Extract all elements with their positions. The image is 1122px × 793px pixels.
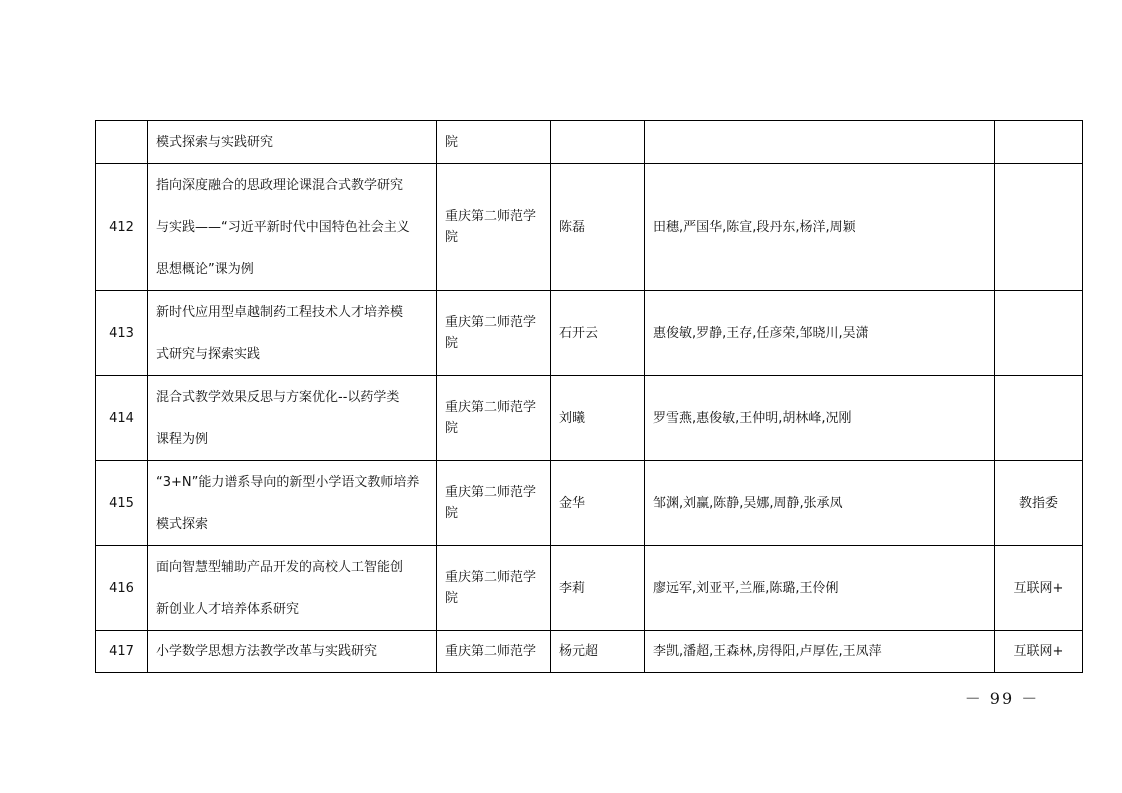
cell-line: 重庆第二师范学 — [445, 315, 537, 330]
cell-line: 面向智慧型辅助产品开发的高校人工智能创 — [156, 559, 404, 575]
cell-leader: 刘曦 — [551, 376, 645, 461]
cell-line: 院 — [445, 336, 459, 351]
cell-line: 指向深度融合的思政理论课混合式教学研究 — [156, 177, 404, 193]
cell-project-title — [148, 121, 437, 164]
cell-line: 院 — [445, 134, 459, 150]
cell-project-title — [148, 291, 437, 376]
cell-institution — [437, 461, 551, 546]
cell-line: 与实践——“习近平新时代中国特色社会主义 — [156, 219, 410, 235]
cell-leader: 杨元超 — [551, 631, 645, 673]
cell-leader: 陈磊 — [551, 164, 645, 291]
cell-line: 式研究与探索实践 — [156, 346, 261, 362]
cell-leader: 李莉 — [551, 546, 645, 631]
cell-category: 互联网+ — [995, 546, 1083, 631]
table-row — [96, 631, 1083, 673]
cell-leader: 石开云 — [551, 291, 645, 376]
cell-category — [995, 164, 1083, 291]
cell-line: 院 — [445, 591, 459, 606]
table-row — [96, 164, 1083, 291]
cell-line: 新创业人才培养体系研究 — [156, 601, 300, 617]
project-table — [95, 120, 1083, 673]
cell-line: 院 — [445, 506, 459, 521]
cell-institution — [437, 164, 551, 291]
cell-leader — [551, 121, 645, 164]
cell-category — [995, 121, 1083, 164]
cell-line: 重庆第二师范学 — [445, 400, 537, 415]
cell-line: 重庆第二师范学 — [445, 570, 537, 585]
table-row — [96, 546, 1083, 631]
cell-category: 教指委 — [995, 461, 1083, 546]
cell-line: 院 — [445, 230, 459, 245]
cell-line: 重庆第二师范学 — [445, 644, 537, 659]
cell-line: 混合式教学效果反思与方案优化--以药学类 — [156, 389, 400, 405]
cell-institution — [437, 376, 551, 461]
cell-category — [995, 291, 1083, 376]
cell-project-title — [148, 631, 437, 673]
cell-leader: 金华 — [551, 461, 645, 546]
cell-institution — [437, 291, 551, 376]
cell-category — [995, 376, 1083, 461]
cell-line: 小学数学思想方法教学改革与实践研究 — [156, 644, 378, 659]
cell-line: 模式探索与实践研究 — [156, 134, 274, 150]
page-number: － 99 － — [964, 689, 1040, 708]
cell-line: “3+N”能力谱系导向的新型小学语文教师培养 — [156, 474, 420, 490]
cell-line: 重庆第二师范学 — [445, 485, 537, 500]
cell-line: 院 — [445, 421, 459, 436]
table-row — [96, 291, 1083, 376]
cell-project-title — [148, 461, 437, 546]
cell-number: 413 — [96, 291, 148, 376]
cell-number: 417 — [96, 631, 148, 673]
cell-line: 新时代应用型卓越制药工程技术人才培养模 — [156, 304, 404, 320]
cell-line: 重庆第二师范学 — [445, 209, 537, 224]
table-row — [96, 461, 1083, 546]
cell-members: 田穗,严国华,陈宣,段丹东,杨洋,周颖 — [645, 164, 995, 291]
cell-members: 廖远军,刘亚平,兰雁,陈璐,王伶俐 — [645, 546, 995, 631]
cell-line: 思想概论”课为例 — [156, 261, 254, 277]
cell-members — [645, 121, 995, 164]
table-row — [96, 121, 1083, 164]
cell-project-title — [148, 164, 437, 291]
cell-members: 邹渊,刘赢,陈静,吴娜,周静,张承凤 — [645, 461, 995, 546]
cell-members: 李凯,潘超,王森林,房得阳,卢厚佐,王凤萍 — [645, 631, 995, 673]
cell-institution — [437, 631, 551, 673]
cell-number: 416 — [96, 546, 148, 631]
cell-project-title — [148, 546, 437, 631]
cell-project-title — [148, 376, 437, 461]
cell-line: 课程为例 — [156, 431, 209, 447]
cell-number: 415 — [96, 461, 148, 546]
cell-members: 罗雪燕,惠俊敏,王仲明,胡林峰,况刚 — [645, 376, 995, 461]
cell-number: 412 — [96, 164, 148, 291]
cell-number — [96, 121, 148, 164]
cell-line: 模式探索 — [156, 516, 209, 532]
cell-category: 互联网+ — [995, 631, 1083, 673]
cell-institution — [437, 546, 551, 631]
cell-number: 414 — [96, 376, 148, 461]
cell-members: 惠俊敏,罗静,王存,任彦荣,邹晓川,吴潇 — [645, 291, 995, 376]
cell-institution — [437, 121, 551, 164]
table-row — [96, 376, 1083, 461]
